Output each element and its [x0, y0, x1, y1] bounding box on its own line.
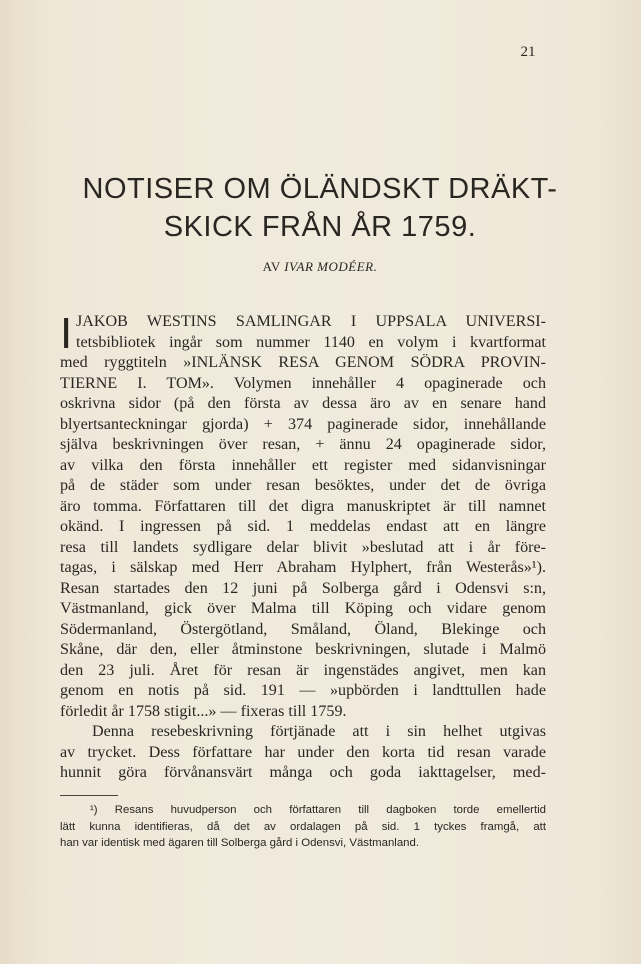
text-line: Denna resebeskrivning förtjänade att i sin helhet utgivas: [92, 723, 546, 740]
text-line: av vilka den första innehåller ett register med sidanvisningar: [60, 456, 546, 474]
article-title: [40, 170, 600, 246]
text-line: JAKOB WESTINS SAMLINGAR I UPPSALA UNIVERSI-: [76, 313, 546, 330]
title-line: NOTISER OM ÖLÄNDSKT DRÄKT-: [82, 173, 558, 205]
text-line: genom en notis på sid. 191 — »upbörden i landttullen hade: [60, 682, 546, 699]
text-line: själva beskrivningen över resan, + ännu 24 opaginerade sidor,: [60, 436, 546, 453]
author-name: IVAR MODÉER.: [284, 259, 378, 274]
footnote-rule: [60, 795, 118, 796]
byline: [40, 259, 600, 275]
text-line: Västmanland, gick över Malma till Köping och vidare genom: [60, 600, 546, 617]
text-line: resa till landets sydligare delar blivit »beslutad att i år före-: [60, 538, 546, 556]
text-line: Södermanland, Östergötland, Småland, Öland, Blekinge och: [60, 620, 546, 638]
body-text: [60, 309, 546, 784]
text-line: blyertsanteckningar gjorda) + 374 paginerade sidor, innehållande: [60, 415, 546, 433]
byline-prefix: AV: [262, 259, 281, 274]
footnote-line: lätt kunna identifieras, då det av ordalagen på sid. 1 tyckes framgå, att: [60, 820, 546, 833]
footnote: [60, 802, 546, 852]
text-line: oskrivna sidor (på den första av dessa äro av en senare hand: [60, 395, 546, 412]
text-line: äro tomma. Författaren till det digra manuskriptet är till namnet: [60, 497, 546, 515]
text-line: med ryggtiteln »INLÄNSK RESA GENOM SÖDRA PROVIN-: [60, 354, 546, 371]
text-line: Resan startades den 12 juni på Solberga gård i Odensvi s:n,: [60, 579, 546, 597]
title-line: SKICK FRÅN ÅR 1759.: [163, 211, 477, 243]
text-line: av trycket. Dess författare har under den korta tid resan varade: [60, 743, 546, 761]
text-line: förledit år 1758 stigit...» — fixeras till 1759.: [60, 702, 347, 720]
text-line: Skåne, där den, eller åtminstone beskrivningen, slutade i Malmö: [60, 641, 546, 658]
text-line: tetsbibliotek ingår som nummer 1140 en volym i kvartformat: [76, 333, 546, 351]
text-line: tagas, i sälskap med Herr Abraham Hylphert, från Westerås»¹).: [60, 559, 546, 576]
text-line: hunnit göra förvånansvärt många och goda iakttagelser, med-: [60, 764, 546, 781]
drop-cap: I: [60, 309, 73, 358]
text-line: TIERNE I. TOM». Volymen innehåller 4 opaginerade och: [60, 374, 546, 392]
text-line: den 23 juli. Året för resan är ingenstädes angivet, men kan: [60, 661, 546, 679]
footnote-line: ¹) Resans huvudperson och författaren till dagboken torde emellertid: [90, 804, 546, 816]
page-number: 21: [520, 44, 536, 60]
paragraph: [60, 722, 546, 784]
footnote-line: han var identisk med ägaren till Solberga gård i Odensvi, Västmanland.: [60, 837, 420, 849]
text-line: på de städer som under resan besöktes, under det de övriga: [60, 477, 546, 494]
paragraph: [60, 309, 546, 722]
text-line: okänd. I ingressen på sid. 1 meddelas endast att en längre: [60, 518, 546, 535]
